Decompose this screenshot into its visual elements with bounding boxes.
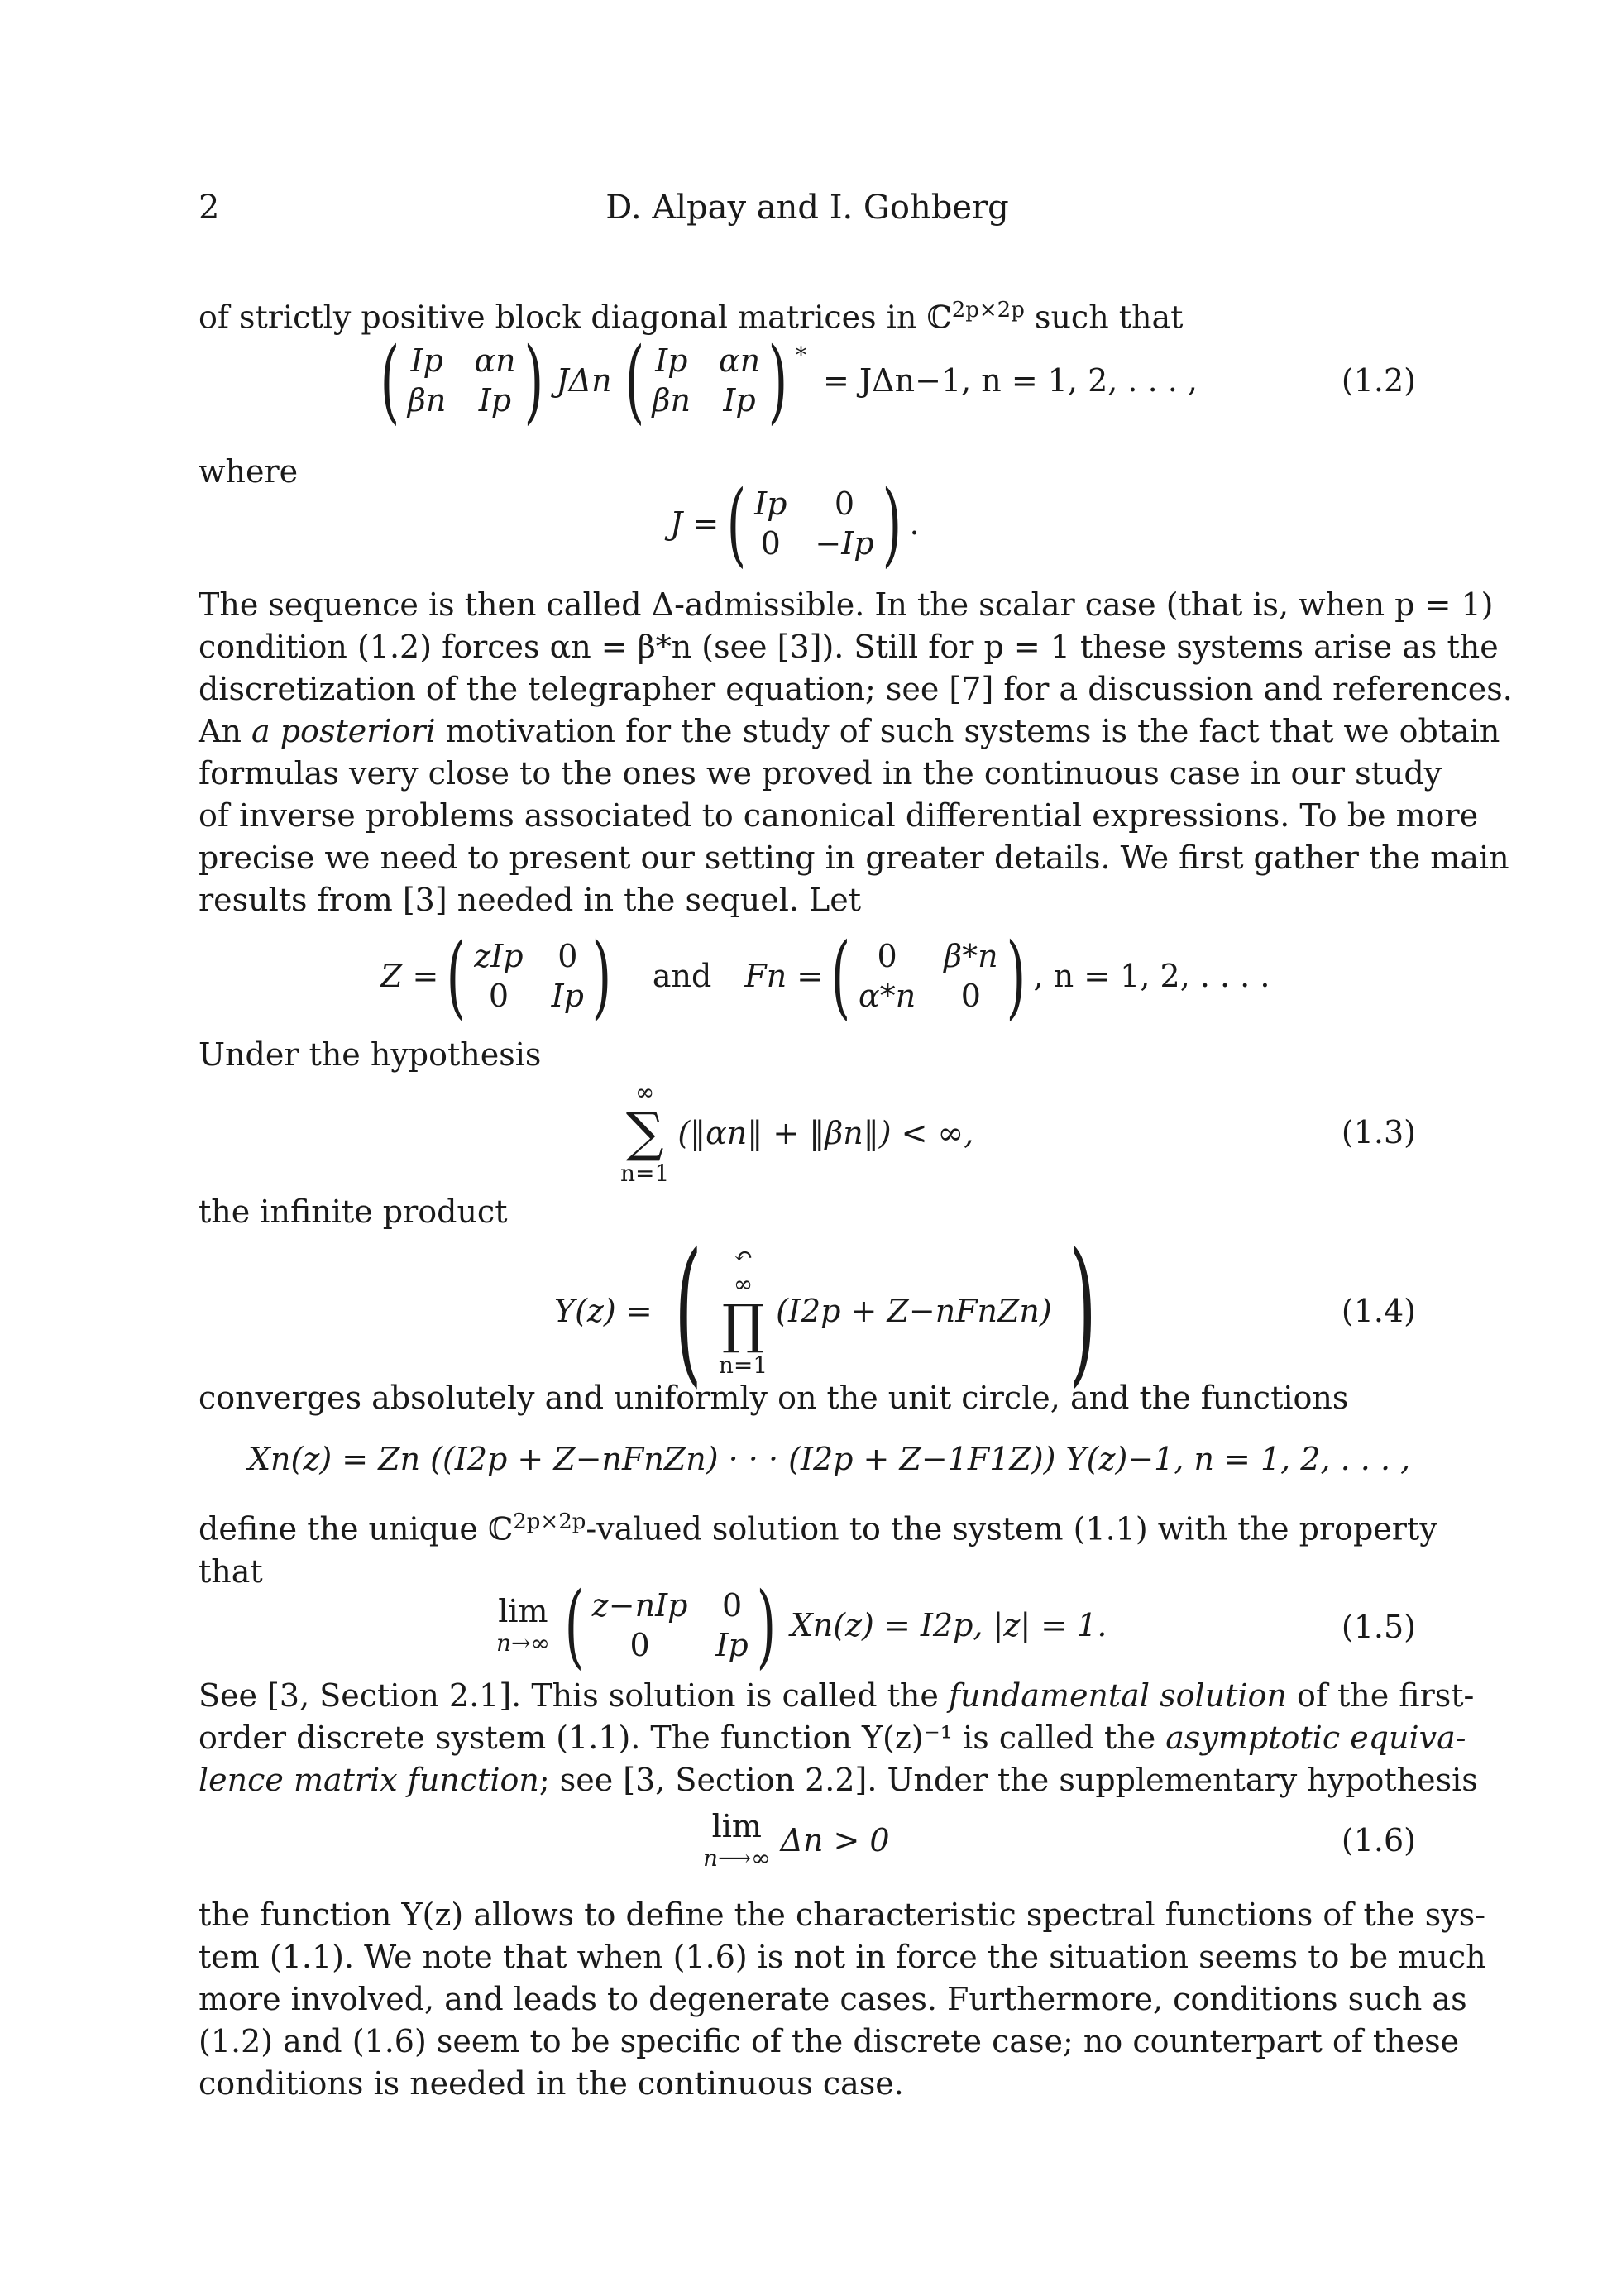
limit: lim n→∞ xyxy=(496,1593,550,1657)
equation-1-3: ∞ ∑ n=1 (‖αn‖ + ‖βn‖) < ∞, (1.3) xyxy=(620,1079,1416,1187)
matrix-a-adjoint: ( Ip αn βn Ip ) * xyxy=(624,328,807,433)
equation-number: (1.3) xyxy=(1341,1114,1416,1150)
equation-1-5: lim n→∞ ( z−nIp 0 0 Ip ) Xn(z) = I2p, |z| = 1. (1.5) xyxy=(496,1572,1416,1678)
matrix-zn: ( z−nIp 0 0 Ip ) xyxy=(564,1572,777,1678)
converges-line: converges absolutely and uniformly on the unit circle, and the functions xyxy=(199,1380,1349,1416)
equation-j: J = ( Ip 0 0 −Ip ) . xyxy=(670,471,920,576)
word-where: where xyxy=(199,453,299,490)
limit: lim n⟶∞ xyxy=(703,1808,771,1872)
equation-number: (1.5) xyxy=(1341,1609,1416,1645)
equation-z-f: Z = ( zIp 0 0 Ip ) and Fn = ( 0 β*n α*n 0 ) , n = 1, 2, . . . . xyxy=(380,923,1270,1029)
equation-number: (1.4) xyxy=(1341,1293,1416,1329)
product-operator: ↶ ∞ ∏ n=1 xyxy=(718,1242,768,1379)
matrix-f: ( 0 β*n α*n 0 ) xyxy=(830,923,1026,1029)
paragraph-intro: of strictly positive block diagonal matrices in ℂ$^{2p\times 2p}$ such that xyxy=(199,298,1184,336)
sum-operator: ∞ ∑ n=1 xyxy=(620,1079,670,1187)
equation-number: (1.2) xyxy=(1341,362,1416,399)
paragraph-admissible: The sequence is then called Δ-admissible. In the scalar case (that is, when p = 1) condition (1.2) forces αn = β*n (see [3]). Still for p = 1 these systems arise as the discretization of the telegrapher equation; see [7] for a discussion and references. An a posteriori motivation for the study of such systems is the fact that we obtain formulas very close to the ones we proved in the continuous case in our study of inverse problems associated to canonical differential expressions. To be more precise we need to present our setting in greater details. We first gather the main results from [3] needed in the sequel. Let xyxy=(199,586,1513,918)
under-hypothesis: Under the hypothesis xyxy=(199,1036,542,1073)
equation-xn: Xn(z) = Zn ((I2p + Z−nFnZn) · · · (I2p + Z−1F1Z)) Y(z)−1, n = 1, 2, . . . , xyxy=(248,1441,1411,1477)
page-header xyxy=(199,189,1416,238)
paragraph-define: define the unique ℂ$^{2p\times 2p}$-valued solution to the system (1.1) with the property that xyxy=(199,1509,1437,1590)
equation-1-4: Y(z) = ( ↶ ∞ ∏ n=1 (I2p + Z−nFnZn) ) (1.4) xyxy=(554,1219,1416,1402)
matrix-j: ( Ip 0 0 −Ip ) xyxy=(726,471,902,576)
paragraph-final: the function Y(z) allows to define the characteristic spectral functions of the sys- tem (1.1). We note that when (1.6) is not in force the situation seems to be much more involved, and leads to degenerate cases. Furthermore, conditions such as (1.2) and (1.6) seem to be specific of the discrete case; no counterpart of these conditions is needed in the continuous case. xyxy=(199,1897,1486,2102)
running-head: D. Alpay and I. Gohberg xyxy=(605,189,1009,227)
equation-1-6: lim n⟶∞ Δn > 0 (1.6) xyxy=(703,1808,1416,1872)
infinite-product-label: the infinite product xyxy=(199,1193,508,1230)
equation-number: (1.6) xyxy=(1341,1822,1416,1858)
matrix-z: ( zIp 0 0 Ip ) xyxy=(446,923,612,1029)
equation-1-2: ( Ip αn βn Ip ) JΔn ( Ip αn βn Ip ) * = JΔn−1, n = 1, 2, . . . , (1.2) xyxy=(199,331,1416,430)
matrix-a: ( Ip αn βn Ip ) xyxy=(380,328,543,433)
paragraph-see: See [3, Section 2.1]. This solution is called the fundamental solution of the first- order discrete system (1.1). The function Y(z)⁻¹ is called the asymptotic equiva- lence matrix function; see [3, Section 2.2]. Under the supplementary hypothesis xyxy=(199,1677,1478,1798)
page-number: 2 xyxy=(199,189,220,227)
